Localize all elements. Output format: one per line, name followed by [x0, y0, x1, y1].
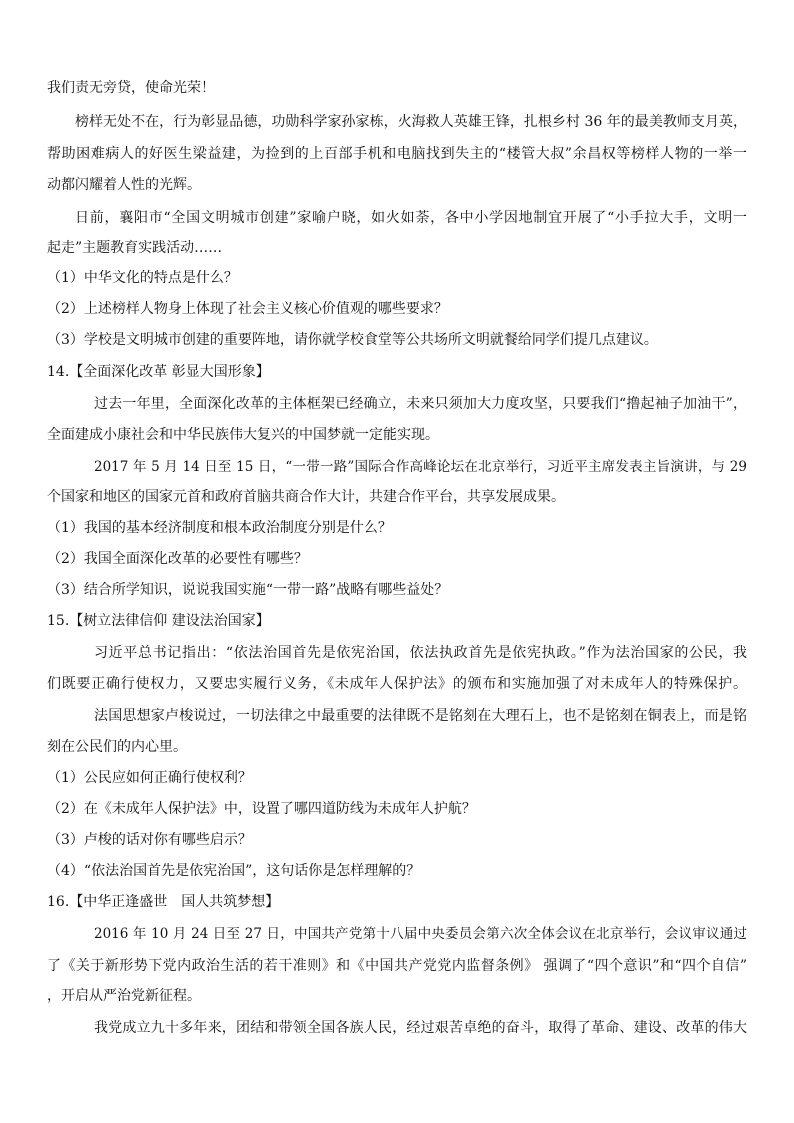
- paragraph-line: 了《关于新形势下党内政治生活的若干准则》和《中国共产党党内监督条例》 强调了“四个意识”和“四个自信”: [47, 958, 747, 974]
- question-item: （1）公民应如何正确行使权利？: [47, 770, 252, 786]
- paragraph-line: 个国家和地区的国家元首和政府首脑共商合作大计，共建合作平台，共享发展成果。: [47, 489, 565, 505]
- question-item: （1）中华文化的特点是什么？: [47, 270, 238, 286]
- paragraph-line: ，开启从严治党新征程。: [47, 988, 201, 1004]
- section-heading: 14.【全面深化改革 彰显大国形象】: [47, 364, 270, 380]
- question-item: （2）我国全面深化改革的必要性有哪些？: [47, 551, 308, 567]
- paragraph-line: 动都闪耀着人性的光辉。: [47, 177, 201, 193]
- paragraph-line: 刻在公民们的内心里。: [47, 739, 187, 755]
- paragraph-line: 们既要正确行使权力，又要忠实履行义务，《未成年人保护法》的颁布和实施加强了对未成年人的特殊保护。: [47, 676, 747, 692]
- section-heading: 16.【中华正逢盛世 国人共筑梦想】: [47, 894, 280, 910]
- question-item: （3）卢梭的话对你有哪些启示？: [47, 832, 252, 848]
- paragraph-line: 2017 年 5 月 14 日至 15 日，“一带一路”国际合作高峰论坛在北京举行，习近平主席发表主旨演讲，与 29: [94, 459, 747, 475]
- paragraph-line: 起走”主题教育实践活动……: [47, 240, 223, 256]
- question-item: （3）结合所学知识，说说我国实施“一带一路”战略有哪些益处？: [47, 582, 449, 598]
- paragraph-line: 帮助困难病人的好医生梁益建，为捡到的上百部手机和电脑找到失主的“楼管大叔”余昌权等榜样人物的一举一: [47, 146, 747, 162]
- paragraph-line: 日前，襄阳市“全国文明城市创建”家喻户晓，如火如荼，各中小学因地制宜开展了“小手拉大手，文明一: [75, 210, 747, 226]
- paragraph-line: 过去一年里，全面深化改革的主体框架已经确立，未来只须加大力度攻坚，只要我们“撸起袖子加油干”，: [94, 396, 747, 412]
- paragraph-line: 全面建成小康社会和中华民族伟大复兴的中国梦就一定能实现。: [47, 427, 439, 443]
- paragraph-line: 习近平总书记指出：“依法治国首先是依宪治国，依法执政首先是依宪执政。”作为法治国家的公民，我: [94, 645, 747, 661]
- question-item: （2）在《未成年人保护法》中，设置了哪四道防线为未成年人护航？: [47, 801, 476, 817]
- paragraph-line: 我们责无旁贷，使命光荣！: [47, 80, 215, 96]
- paragraph-line: 我党成立九十多年来，团结和带领全国各族人民，经过艰苦卓绝的奋斗，取得了革命、建设、改革的伟大: [94, 1020, 747, 1036]
- section-heading: 15.【树立法律信仰 建设法治国家】: [47, 613, 270, 629]
- question-item: （1）我国的基本经济制度和根本政治制度分别是什么？: [47, 520, 392, 536]
- paragraph-line: 榜样无处不在，行为彰显品德，功勋科学家孙家栋，火海救人英雄王锋，扎根乡村 36 年的最美教师支月英，: [75, 114, 747, 130]
- question-item: （3）学校是文明城市创建的重要阵地，请你就学校食堂等公共场所文明就餐给同学们提几点建议。: [47, 332, 658, 348]
- paragraph-line: 2016 年 10 月 24 日至 27 日，中国共产党第十八届中央委员会第六次全体会议在北京举行，会议审议通过: [94, 926, 747, 942]
- paragraph-line: 法国思想家卢梭说过，一切法律之中最重要的法律既不是铭刻在大理石上，也不是铭刻在铜表上，而是铭: [94, 708, 747, 724]
- question-item: （4）“依法治国首先是依宪治国”，这句话你是怎样理解的？: [47, 863, 421, 879]
- question-item: （2）上述榜样人物身上体现了社会主义核心价值观的哪些要求？: [47, 301, 448, 317]
